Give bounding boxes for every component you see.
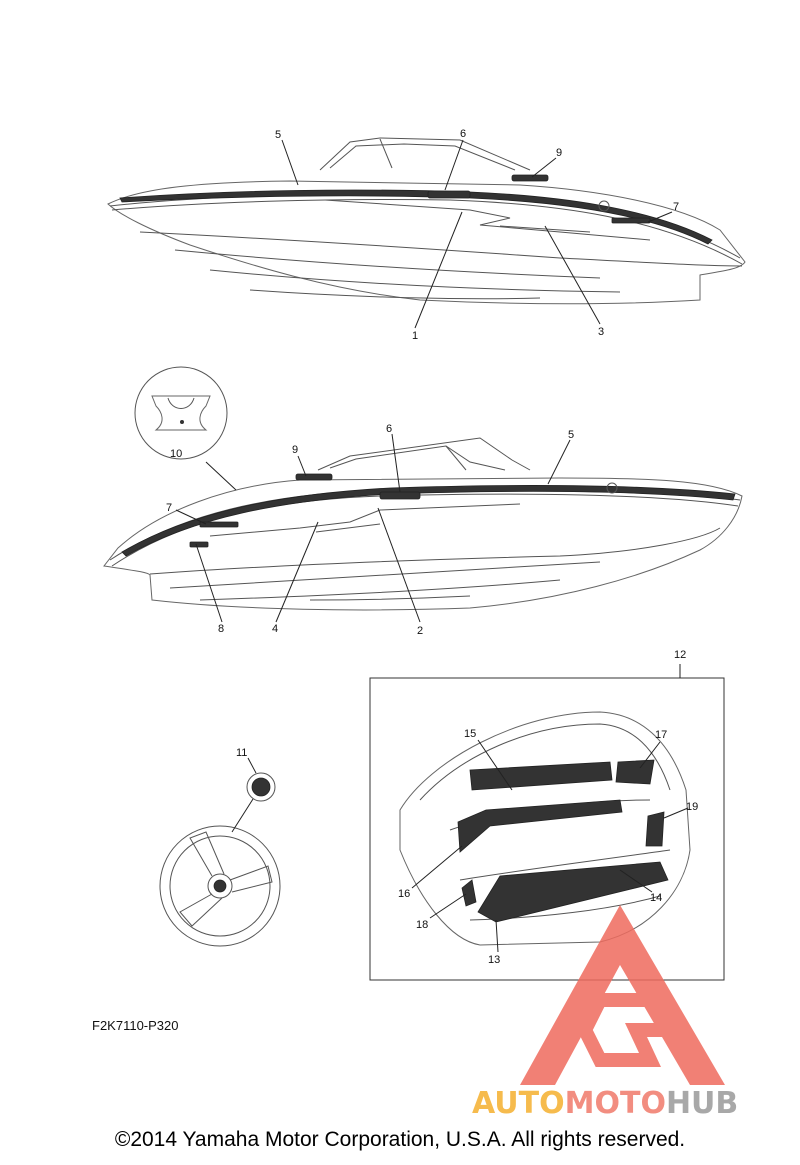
callout-label: 3: [598, 326, 605, 338]
callout-label: 15: [464, 728, 477, 740]
svg-text:AUTOMOTOHUB: [472, 1086, 738, 1121]
callout-label: 14: [650, 892, 663, 904]
callout-label: 12: [674, 649, 687, 661]
callout-label: 13: [488, 954, 501, 966]
part-code-label: F2K7110-P320: [92, 1018, 179, 1033]
callout-label: 8: [218, 623, 225, 635]
deck-detail-box: [370, 664, 724, 980]
callout-label: 6: [386, 423, 393, 435]
callout-label: 6: [460, 128, 467, 140]
callout-label: 9: [556, 147, 563, 159]
callout-label: 7: [166, 502, 173, 514]
inset-10-detail: [135, 367, 227, 460]
copyright-notice: ©2014 Yamaha Motor Corporation, U.S.A. All rights reserved.: [114, 1128, 686, 1151]
callout-label: 5: [568, 429, 575, 441]
callout-label: 19: [686, 801, 699, 813]
bottom-boat-drawing: [104, 438, 742, 610]
watermark-hub: HUB: [665, 1086, 739, 1121]
callout-label: 18: [416, 919, 429, 931]
watermark-moto: MOTO: [564, 1086, 666, 1121]
callout-label: 2: [417, 625, 424, 637]
callout-label: 10: [170, 448, 183, 460]
callout-label: 4: [272, 623, 279, 635]
callout-label: 7: [673, 201, 680, 213]
watermark-auto: AUTO: [472, 1086, 565, 1121]
callout-label: 16: [398, 888, 411, 900]
callout-label: 1: [412, 330, 419, 342]
callout-label: 11: [236, 747, 248, 759]
callout-label: 5: [275, 129, 282, 141]
steering-wheel-drawing: [160, 747, 280, 946]
callout-label: 17: [655, 729, 668, 741]
callout-label: 9: [292, 444, 299, 456]
